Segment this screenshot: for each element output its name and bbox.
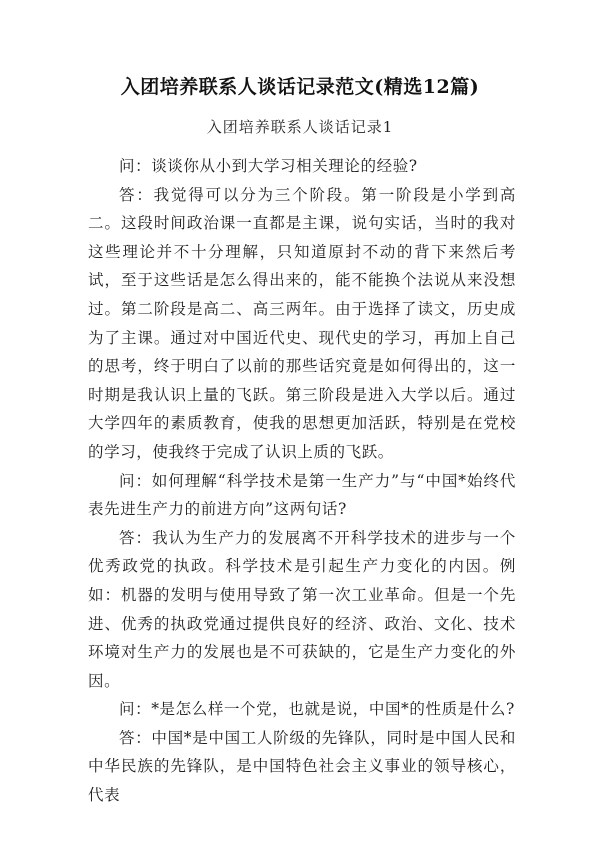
paragraph-answer-3: 答：中国*是中国工人阶级的先锋队，同时是中国人民和中华民族的先锋队，是中国特色社会主义事业的领导核心，代表	[88, 728, 516, 805]
paragraph-answer-2: 答：我认为生产力的发展离不开科学技术的进步与一个优秀政党的执政。科学技术是引起生产力变化的内因。例如：机器的发明与使用导致了第一次工业革命。但是一个先进、优秀的执政党通过提供良好的经济、政治、文化、技术环境对生产力的发展也是不可获缺的，它是生产力变化的外因。	[88, 528, 516, 690]
paragraph-question-2: 问：如何理解“科学技术是第一生产力”与“中国*始终代表先进生产力的前进方向”这两句话?	[88, 471, 516, 519]
paragraph-question-3: 问：*是怎么样一个党，也就是说，中国*的性质是什么?	[119, 700, 515, 719]
document-body	[88, 152, 516, 810]
document-subtitle: 入团培养联系人谈话记录1	[206, 118, 394, 136]
document-title: 入团培养联系人谈话记录范文(精选12篇)	[120, 76, 480, 98]
paragraph-question-1: 问：谈谈你从小到大学习相关理论的经验?	[119, 157, 418, 175]
paragraph-answer-1: 答：我觉得可以分为三个阶段。第一阶段是小学到高二。这段时间政治课一直都是主课，说句实话，当时的我对这些理论并不十分理解，只知道原封不动的背下来然后考试，至于这些话是怎么得出来的，能不能换个法说从来没想过。第二阶段是高二、高三两年。由于选择了读文，历史成为了主课。通过对中国近代史、现代史的学习，再加上自己的思考，终于明白了以前的那些话究竟是如何得出的，这一时期是我认识上量的飞跃。第三阶段是进入大学以后。通过大学四年的素质教育，使我的思想更加活跃，特别是在党校的学习，使我终于完成了认识上质的飞跃。	[88, 185, 516, 461]
